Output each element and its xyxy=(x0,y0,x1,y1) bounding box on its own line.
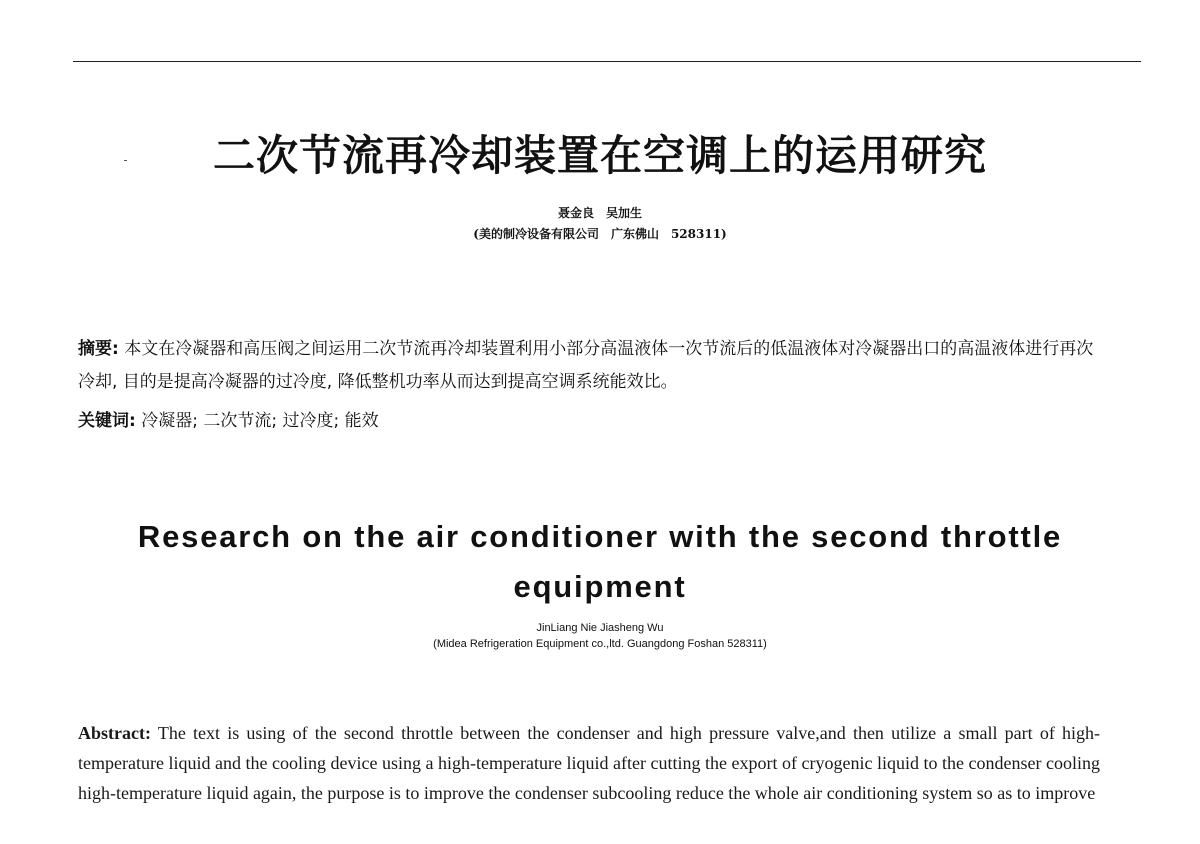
english-affiliation: (Midea Refrigeration Equipment co.,ltd. Guangdong Foshan 528311) xyxy=(433,638,767,650)
chinese-keywords-text: 冷凝器; 二次节流; 过冷度; 能效 xyxy=(135,411,379,431)
chinese-abstract xyxy=(78,333,1108,399)
chinese-abstract-label: 摘要: xyxy=(78,339,119,359)
english-abstract-text: The text is using of the second throttle between the condenser and high pressure valve,and then utilize a small part of high-temperature liquid and the cooling device using a high-temperature liquid after cutting the export of cryogenic liquid to the condenser cooling high-temperature liquid again, the purpose is to improve the condenser subcooling reduce the whole air conditioning system so as to improve xyxy=(78,723,1100,803)
english-abstract-label: Abstract: xyxy=(78,723,151,743)
header-rule xyxy=(73,61,1141,62)
chinese-abstract-text: 本文在冷凝器和高压阀之间运用二次节流再冷却装置利用小部分高温液体一次节流后的低温液体对冷凝器出口的高温液体进行再次冷却, 目的是提高冷凝器的过冷度, 降低整机功率从而达到提高空调系统能效比。 xyxy=(78,339,1094,392)
english-abstract xyxy=(78,718,1100,808)
chinese-title: 二次节流再冷却装置在空调上的运用研究 xyxy=(212,131,987,180)
chinese-keywords-label: 关键词: xyxy=(78,411,136,431)
chinese-authors: 聂金良 吴加生 xyxy=(557,206,642,220)
english-title: Research on the air conditioner with the second throttle equipment xyxy=(137,519,1063,604)
english-authors: JinLiang Nie Jiasheng Wu xyxy=(536,622,664,634)
chinese-affiliation: (美的制冷设备有限公司 广东佛山 528311) xyxy=(473,227,727,241)
chinese-keywords xyxy=(78,405,1108,438)
